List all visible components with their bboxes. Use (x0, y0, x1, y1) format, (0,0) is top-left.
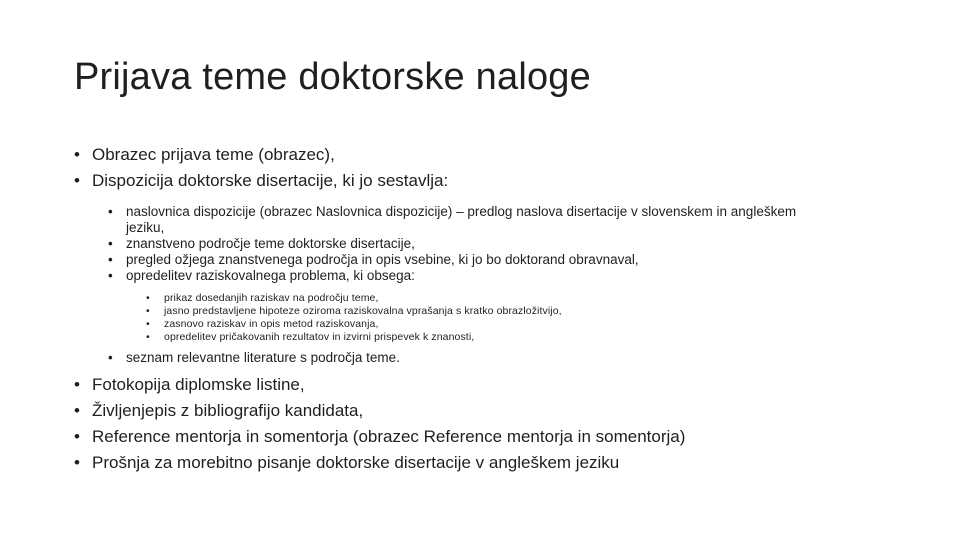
list-item (74, 168, 934, 194)
list-item (74, 450, 934, 476)
list-item-text: Življenjepis z bibliografijo kandidata, (92, 401, 364, 420)
bullet-dot-icon: • (74, 427, 80, 446)
sub-sub-list-item-text: prikaz dosedanjih raziskav na področju teme, (164, 292, 379, 304)
bullet-dot-icon: • (74, 401, 80, 420)
list-item (74, 142, 934, 168)
sub-list-item (108, 204, 826, 236)
bullet-dot-icon: • (146, 292, 150, 304)
list-item-text: Obrazec prijava teme (obrazec), (92, 145, 335, 164)
bullet-dot-icon: • (146, 331, 150, 343)
sub-list-item (108, 268, 934, 284)
sub-sub-list-item (146, 318, 934, 331)
sub-sub-list-item-text: opredelitev pričakovanih rezultatov in izvirni prispevek k znanosti, (164, 331, 475, 343)
sub-sub-list-item (146, 292, 934, 305)
bullet-dot-icon: • (108, 268, 113, 283)
bullet-dot-icon: • (74, 145, 80, 164)
bullet-dot-icon: • (146, 305, 150, 317)
sub-sub-list-item-text: zasnovo raziskav in opis metod raziskovanja, (164, 318, 379, 330)
list-item-text: Fotokopija diplomske listine, (92, 375, 305, 394)
sub-sub-list-item (146, 305, 934, 318)
list-item (74, 424, 934, 450)
bullet-dot-icon: • (108, 236, 113, 251)
sub-list-item-text: naslovnica dispozicije (obrazec Naslovnica dispozicije) – predlog naslova disertacije v slovenskem in angleškem jeziku, (126, 204, 797, 235)
bullet-dot-icon: • (108, 252, 113, 267)
bullet-dot-icon: • (108, 204, 113, 219)
slide-title: Prijava teme doktorske naloge (74, 56, 591, 98)
list-item (74, 398, 934, 424)
sub-list-item-text: pregled ožjega znanstvenega področja in opis vsebine, ki jo bo doktorand obravnaval, (126, 252, 639, 267)
bullet-dot-icon: • (74, 171, 80, 190)
bullet-dot-icon: • (146, 318, 150, 330)
sub-list-item-text: seznam relevantne literature s področja teme. (126, 350, 400, 365)
sub-list-item (108, 350, 934, 366)
sub-sub-list-item (146, 331, 934, 344)
sub-list-item (108, 236, 934, 252)
bullet-dot-icon: • (108, 350, 113, 365)
sub-list-item-text: znanstveno področje teme doktorske disertacije, (126, 236, 415, 251)
sub-list-item (108, 252, 934, 268)
list-item-text: Dispozicija doktorske disertacije, ki jo sestavlja: (92, 171, 449, 190)
bullet-list (74, 142, 934, 476)
list-item-text: Reference mentorja in somentorja (obrazec Reference mentorja in somentorja) (92, 427, 686, 446)
list-item-text: Prošnja za morebitno pisanje doktorske disertacije v angleškem jeziku (92, 453, 620, 472)
bullet-dot-icon: • (74, 375, 80, 394)
list-item (74, 372, 934, 398)
sub-list-item-text: opredelitev raziskovalnega problema, ki obsega: (126, 268, 415, 283)
sub-sub-list-item-text: jasno predstavljene hipoteze oziroma raziskovalna vprašanja s kratko obrazložitvijo, (164, 305, 562, 317)
bullet-dot-icon: • (74, 453, 80, 472)
